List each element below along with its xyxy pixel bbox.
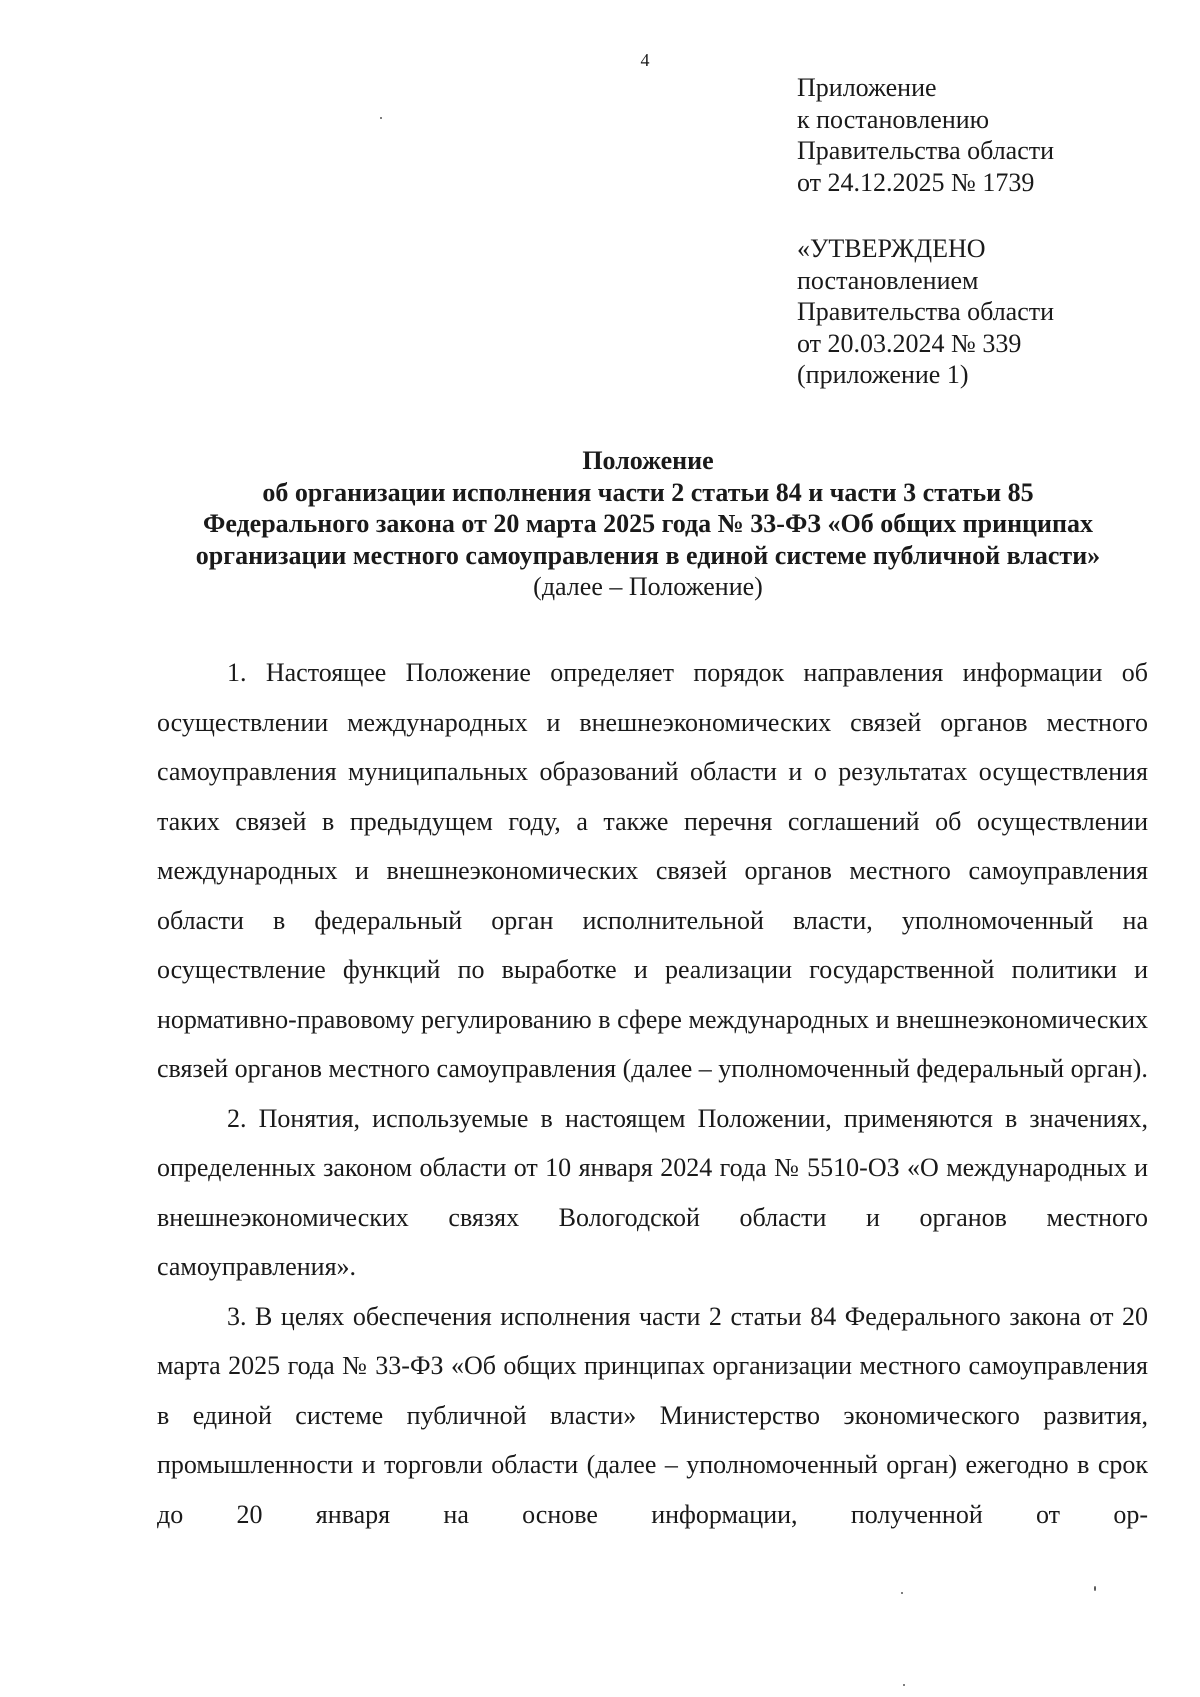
appendix-line: от 24.12.2025 № 1739 [797, 167, 1035, 197]
appendix-reference [797, 72, 1177, 198]
approval-line: Правительства области [797, 297, 1055, 326]
scan-speck [903, 1684, 905, 1686]
appendix-line: Правительства области [797, 136, 1055, 165]
title-line: Положение [582, 446, 714, 475]
approval-line: от 20.03.2024 № 339 [797, 328, 1022, 358]
scan-speck [901, 1592, 903, 1594]
document-title [100, 445, 1196, 603]
document-body [157, 648, 1148, 1539]
scan-speck [380, 117, 382, 119]
title-line: организации местного самоуправления в единой системе публичной власти» [195, 540, 1101, 570]
page-number: 4 [640, 50, 650, 70]
paragraph-2: 2. Понятия, используемые в настоящем Положении, применяются в значениях, определенных законом области от 10 января 2024 года № 5510-ОЗ «О международных и внешнеэкономических связях Вологодской области и органов местного самоуправления». [157, 1103, 1148, 1281]
approval-line: постановлением [797, 265, 979, 295]
paragraph-3: 3. В целях обеспечения исполнения части 2 статьи 84 Федерального закона от 20 марта 2025 года № 33-ФЗ «Об общих принципах организации местного самоуправления в единой системе публичной власти» Министерство экономического развития, промышленности и торговли области (далее – уполномоченный орган) ежегодно в срок до 20 января на основе информации, полученной от ор- [157, 1301, 1148, 1529]
approval-line: «УТВЕРЖДЕНО [797, 234, 986, 263]
title-subtitle: (далее – Положение) [533, 572, 763, 601]
appendix-line: к постановлению [797, 104, 990, 134]
title-line: Федерального закона от 20 марта 2025 года № 33-ФЗ «Об общих принципах [202, 509, 1094, 538]
approval-stamp [797, 233, 1177, 391]
paragraph-1: 1. Настоящее Положение определяет порядок направления информации об осуществлении международных и внешнеэкономических связей органов местного самоуправления муниципальных образований области и о результатах осуществления таких связей в предыдущем году, а также перечня соглашений об осуществлении международных и внешнеэкономических связей органов местного самоуправления области в федеральный орган исполнительной власти, уполномоченный на осуществление функций по выработке и реализации государственной политики и нормативно-правовому регулированию в сфере международных и внешнеэкономических связей органов местного самоуправления (далее – уполномоченный федеральный орган). [157, 658, 1148, 1083]
title-line: об организации исполнения части 2 статьи 84 и части 3 статьи 85 [262, 477, 1034, 507]
approval-line: (приложение 1) [797, 360, 969, 389]
appendix-line: Приложение [797, 73, 937, 102]
scan-speck [1094, 1586, 1096, 1591]
